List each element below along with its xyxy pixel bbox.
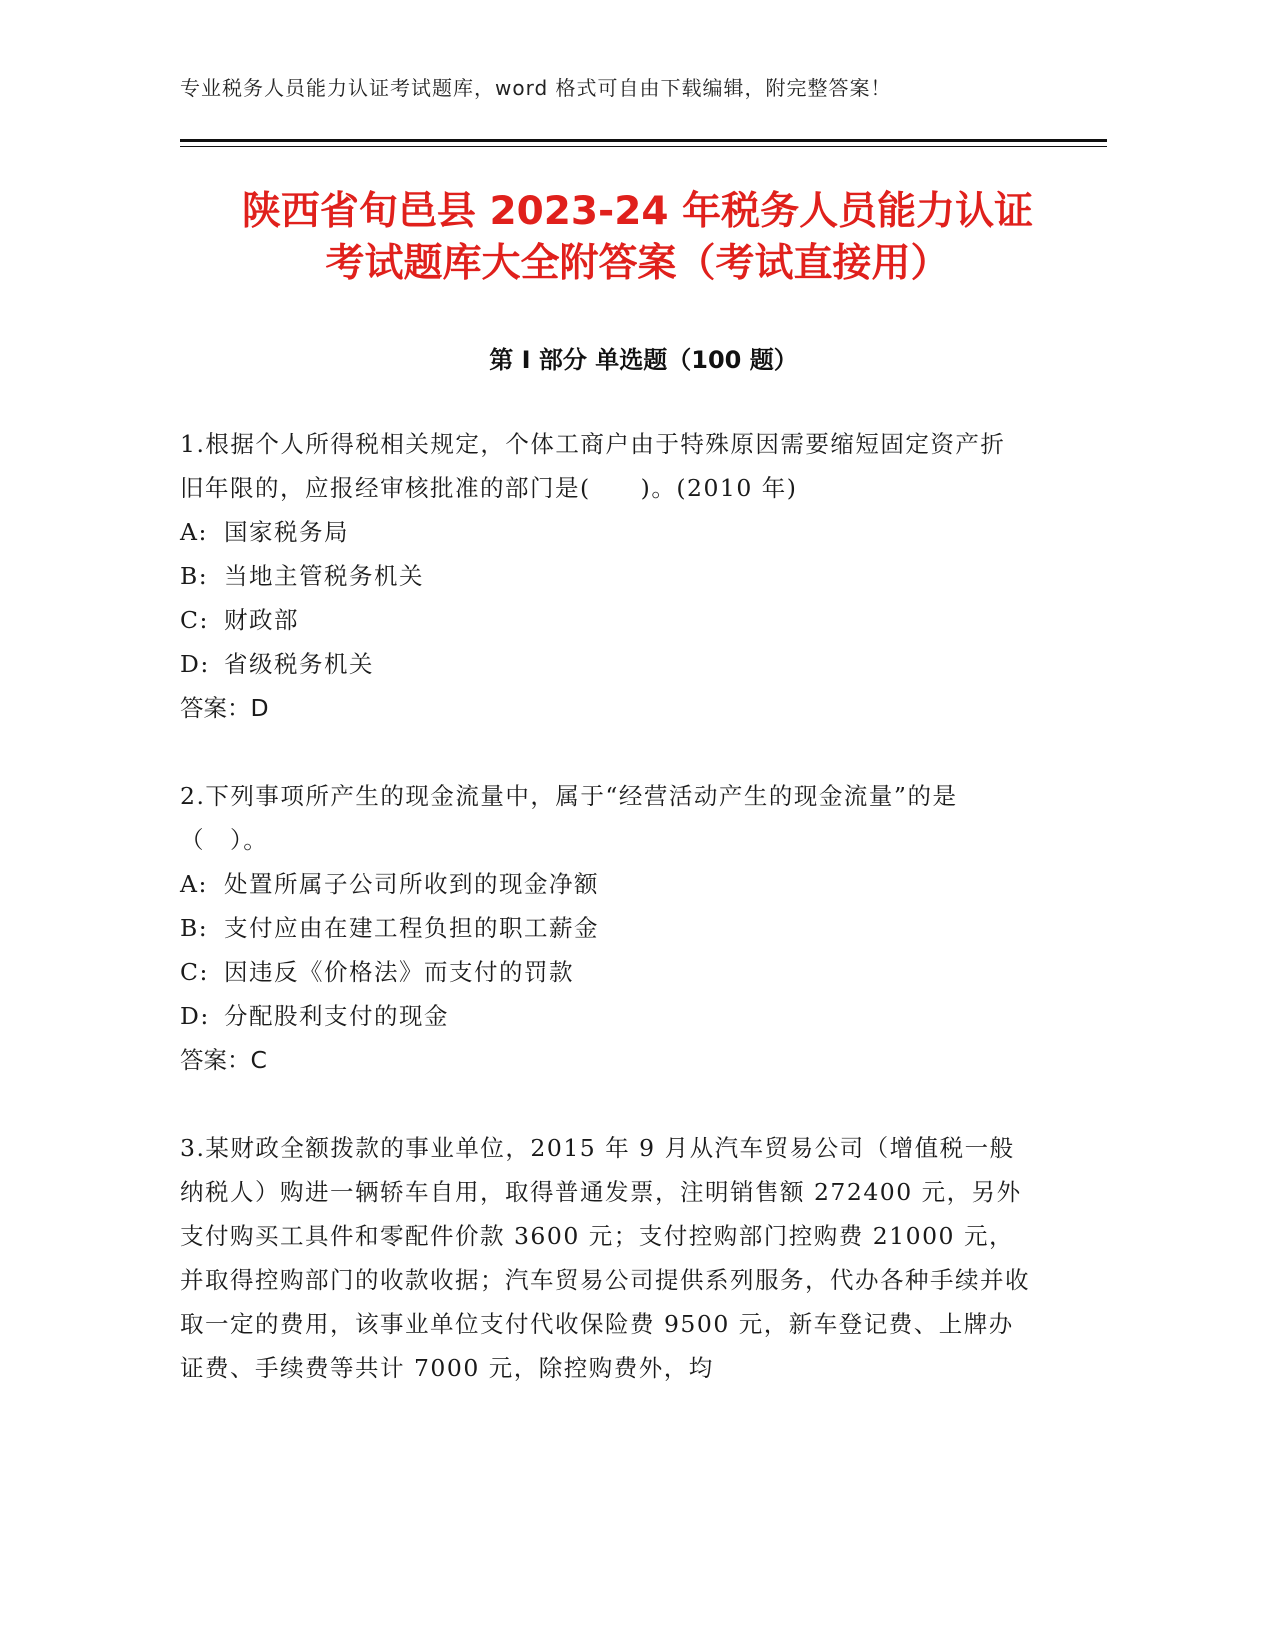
title-line-2: 考试题库大全附答案（考试直接用） [325, 241, 950, 286]
answer: 答案：C [180, 1046, 267, 1074]
option-b [180, 554, 1030, 598]
option-key: D: [180, 1002, 210, 1030]
option-key: C: [180, 958, 209, 986]
question-list [180, 422, 1030, 1434]
header-note: 专业税务人员能力认证考试题库，word 格式可自由下载编辑，附完整答案！ [180, 76, 892, 100]
option-text: 支付应由在建工程负担的职工薪金 [224, 914, 599, 942]
header-rule-thin [180, 146, 1107, 147]
option-text: 当地主管税务机关 [224, 562, 424, 590]
option-d [180, 994, 1030, 1038]
option-key: A: [180, 870, 208, 898]
question-1 [180, 422, 1030, 730]
section-heading: 第 I 部分 单选题（100 题） [489, 346, 798, 374]
question-stem: 2.下列事项所产生的现金流量中，属于“经营活动产生的现金流量”的是（ ）。 [180, 782, 958, 854]
option-key: B: [180, 562, 209, 590]
option-a [180, 862, 1030, 906]
option-d [180, 642, 1030, 686]
option-c [180, 598, 1030, 642]
option-key: A: [180, 518, 208, 546]
answer: 答案：D [180, 694, 269, 722]
header-rule-thick [180, 139, 1107, 142]
title-line-1: 陕西省旬邑县 2023-24 年税务人员能力认证 [241, 189, 1034, 234]
question-2 [180, 774, 1030, 1082]
option-text: 国家税务局 [224, 518, 349, 546]
option-text: 处置所属子公司所收到的现金净额 [224, 870, 599, 898]
document-title [160, 186, 1115, 290]
option-key: D: [180, 650, 210, 678]
option-text: 因违反《价格法》而支付的罚款 [224, 958, 574, 986]
option-b [180, 906, 1030, 950]
option-text: 财政部 [224, 606, 299, 634]
question-3 [180, 1126, 1030, 1390]
option-key: C: [180, 606, 209, 634]
option-key: B: [180, 914, 209, 942]
option-c [180, 950, 1030, 994]
question-stem: 1.根据个人所得税相关规定，个体工商户由于特殊原因需要缩短固定资产折旧年限的，应报经审核批准的部门是( )。(2010 年) [180, 430, 1006, 502]
option-text: 分配股利支付的现金 [224, 1002, 449, 1030]
question-stem: 3.某财政全额拨款的事业单位，2015 年 9 月从汽车贸易公司（增值税一般纳税人）购进一辆轿车自用，取得普通发票，注明销售额 272400 元，另外支付购买工具件和零配件价款 3600 元；支付控购部门控购费 21000 元，并取得控购部门的收款收据；汽车贸易公司提供系列服务，代办各种手续并收取一定的费用，该事业单位支付代收保险费 9500 元，新车登记费、上牌办证费、手续费等共计 7000 元，除控购费外，均 [180, 1134, 1030, 1382]
option-text: 省级税务机关 [224, 650, 374, 678]
option-a [180, 510, 1030, 554]
